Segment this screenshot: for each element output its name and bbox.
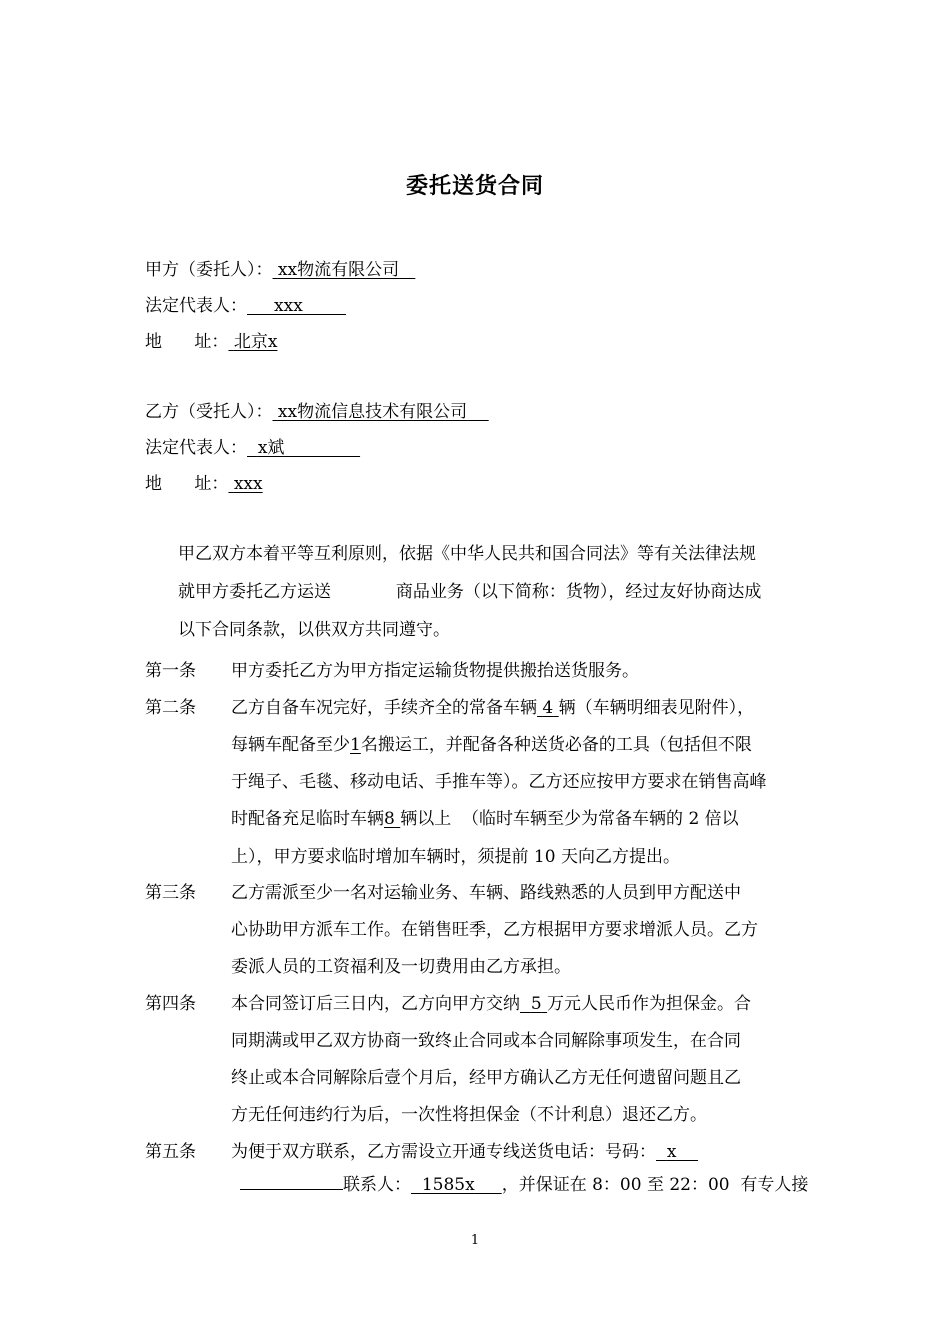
article-2-line-4: 时配备充足临时车辆8 辆以上 （临时车辆至少为常备车辆的 2 倍以 bbox=[231, 809, 739, 829]
article-3-label: 第三条 bbox=[145, 883, 196, 903]
party-a-rep-line bbox=[145, 295, 346, 317]
party-a-addr-line bbox=[145, 331, 277, 353]
party-b-rep-label: 法定代表人： bbox=[145, 438, 247, 458]
article-4-line-1: 本合同签订后三日内，乙方向甲方交纳 5 万元人民币作为担保金。合 bbox=[231, 994, 752, 1014]
party-a-line bbox=[145, 259, 415, 281]
party-a-name: xx物流有限公司 bbox=[277, 260, 400, 280]
article-5-contact: 1585x bbox=[421, 1175, 475, 1195]
party-b-rep-line bbox=[145, 437, 360, 459]
article-2-temp-vehicles: 8 bbox=[384, 809, 395, 829]
blank-underline bbox=[240, 1174, 343, 1190]
page-number: 1 bbox=[470, 1233, 480, 1248]
article-2-line-1: 乙方自备车况完好，手续齐全的常备车辆 4 辆（车辆明细表见附件）， bbox=[231, 698, 755, 718]
article-2-label: 第二条 bbox=[145, 698, 196, 718]
article-5-line-2: 联系人： 1585x ，并保证在 8：00 至 22：00 有专人接 bbox=[240, 1174, 808, 1196]
intro-line-2: 就甲方委托乙方运送 商品业务（以下简称：货物），经过友好协商达成 bbox=[178, 582, 762, 602]
party-b-name: xx物流信息技术有限公司 bbox=[277, 402, 468, 422]
article-4-deposit: 5 bbox=[530, 994, 542, 1014]
article-3-line-3: 委派人员的工资福利及一切费用由乙方承担。 bbox=[231, 957, 571, 977]
article-5-label: 第五条 bbox=[145, 1142, 196, 1162]
intro-line-3: 以下合同条款，以供双方共同遵守。 bbox=[178, 620, 450, 640]
article-1-text: 甲方委托乙方为甲方指定运输货物提供搬抬送货服务。 bbox=[231, 661, 639, 681]
party-a-addr: 北京x bbox=[233, 332, 278, 352]
party-b-rep: x斌 bbox=[257, 438, 285, 458]
article-2-line-3: 于绳子、毛毯、移动电话、手推车等）。乙方还应按甲方要求在销售高峰 bbox=[231, 772, 767, 792]
document-title: 委托送货合同 bbox=[405, 173, 544, 199]
article-5-phone: x bbox=[666, 1142, 677, 1162]
article-2-line-2: 每辆车配备至少1名搬运工，并配备各种送货必备的工具（包括但不限 bbox=[231, 735, 752, 755]
party-a-addr-label: 地 址： bbox=[145, 332, 229, 352]
party-b-line bbox=[145, 401, 489, 423]
article-4-label: 第四条 bbox=[145, 994, 196, 1014]
party-b-label: 乙方（受托人）： bbox=[145, 402, 273, 422]
article-3-line-2: 心协助甲方派车工作。在销售旺季，乙方根据甲方要求增派人员。乙方 bbox=[231, 920, 758, 940]
party-b-addr-label: 地 址： bbox=[145, 474, 229, 494]
article-4-line-4: 方无任何违约行为后，一次性将担保金（不计利息）退还乙方。 bbox=[231, 1105, 707, 1125]
article-2-workers: 1 bbox=[350, 735, 361, 755]
article-2-vehicles: 4 bbox=[542, 698, 554, 718]
party-a-rep-label: 法定代表人： bbox=[145, 296, 247, 316]
article-3-line-1: 乙方需派至少一名对运输业务、车辆、路线熟悉的人员到甲方配送中 bbox=[231, 883, 741, 903]
party-a-rep: xxx bbox=[274, 296, 303, 316]
party-b-addr-line bbox=[145, 473, 263, 495]
intro-line-1: 甲乙双方本着平等互利原则，依据《中华人民共和国合同法》等有关法律法规 bbox=[178, 544, 756, 564]
article-5-line-1: 为便于双方联系，乙方需设立开通专线送货电话：号码： x bbox=[231, 1141, 698, 1163]
article-2-line-5: 上），甲方要求临时增加车辆时，须提前 10 天向乙方提出。 bbox=[231, 847, 680, 867]
article-4-line-2: 同期满或甲乙双方协商一致终止合同或本合同解除事项发生，在合同 bbox=[231, 1031, 741, 1051]
party-a-label: 甲方（委托人）： bbox=[145, 260, 273, 280]
party-b-addr: xxx bbox=[233, 474, 263, 494]
article-1-label: 第一条 bbox=[145, 661, 196, 681]
article-4-line-3: 终止或本合同解除后壹个月后，经甲方确认乙方无任何遗留问题且乙 bbox=[231, 1068, 741, 1088]
